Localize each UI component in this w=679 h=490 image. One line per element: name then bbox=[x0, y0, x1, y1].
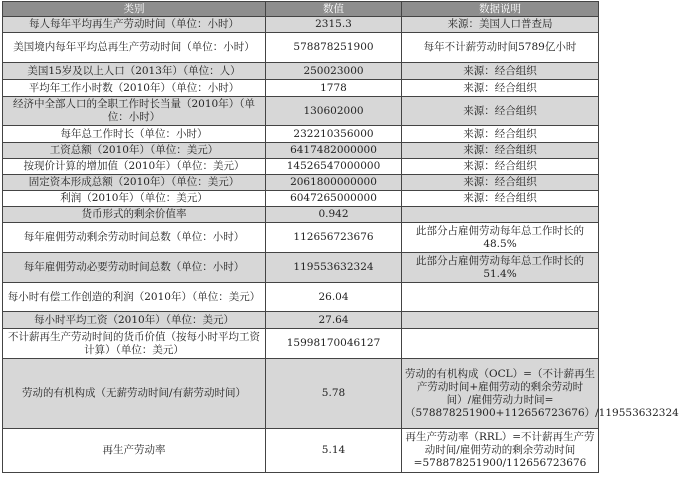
cell-value: 232210356000 bbox=[266, 126, 402, 143]
table-row bbox=[3, 159, 599, 175]
cell-note: 来源：经合组织 bbox=[402, 97, 599, 126]
cell-value: 14526547000000 bbox=[266, 159, 402, 175]
cell-category: 每小时有偿工作创造的利润（2010年）（单位：美元） bbox=[3, 283, 266, 312]
cell-category: 利润（2010年）（单位：美元） bbox=[3, 191, 266, 207]
cell-category: 货币形式的剩余价值率 bbox=[3, 207, 266, 223]
cell-note bbox=[402, 283, 599, 312]
table-row bbox=[3, 253, 599, 283]
cell-value: 0.942 bbox=[266, 207, 402, 223]
cell-value: 15998170046127 bbox=[266, 329, 402, 359]
cell-category: 劳动的有机构成（无薪劳动时间/有薪劳动时间） bbox=[3, 359, 266, 429]
cell-category: 经济中全部人口的全职工作时长当量（2010年）（单位：小时） bbox=[3, 97, 266, 126]
table-row bbox=[3, 312, 599, 329]
cell-note: 来源：经合组织 bbox=[402, 191, 599, 207]
cell-note: 此部分占雇佣劳动每年总工作时长的48.5% bbox=[402, 223, 599, 253]
cell-value: 1778 bbox=[266, 80, 402, 97]
cell-value: 250023000 bbox=[266, 63, 402, 80]
table-row bbox=[3, 329, 599, 359]
cell-category: 固定资本形成总额（2010年）（单位：美元） bbox=[3, 175, 266, 191]
cell-note: 来源：美国人口普查局 bbox=[402, 17, 599, 33]
cell-value: 26.04 bbox=[266, 283, 402, 312]
table-row bbox=[3, 207, 599, 223]
cell-category: 美国境内每年平均总再生产劳动时间（单位：小时） bbox=[3, 33, 266, 63]
table-row bbox=[3, 33, 599, 63]
header-category: 类别 bbox=[3, 2, 266, 17]
cell-value: 2061800000000 bbox=[266, 175, 402, 191]
table-row bbox=[3, 63, 599, 80]
header-value: 数值 bbox=[266, 2, 402, 17]
table-row bbox=[3, 283, 599, 312]
cell-category: 平均年工作小时数（2010年）（单位：小时） bbox=[3, 80, 266, 97]
table-row bbox=[3, 175, 599, 191]
cell-note: 来源：经合组织 bbox=[402, 175, 599, 191]
cell-note: 再生产劳动率（RRL）=不计薪再生产劳动时间/雇佣劳动的剩余劳动时间=578878251900/112656723676 bbox=[402, 429, 599, 473]
cell-value: 119553632324 bbox=[266, 253, 402, 283]
cell-value: 27.64 bbox=[266, 312, 402, 329]
header-note: 数据说明 bbox=[402, 2, 599, 17]
cell-value: 6417482000000 bbox=[266, 143, 402, 159]
table-row bbox=[3, 143, 599, 159]
cell-note: 每年不计薪劳动时间5789亿小时 bbox=[402, 33, 599, 63]
cell-value: 112656723676 bbox=[266, 223, 402, 253]
cell-note: 劳动的有机构成（OCL）=（不计薪再生产劳动时间+雇佣劳动的剩余劳动时间）/雇佣劳动力时间=（578878251900+112656723676）/119553632324 bbox=[402, 359, 599, 429]
cell-category: 按现价计算的增加值（2010年）（单位：美元） bbox=[3, 159, 266, 175]
table-row bbox=[3, 126, 599, 143]
cell-note: 来源：经合组织 bbox=[402, 63, 599, 80]
cell-note: 来源：经合组织 bbox=[402, 126, 599, 143]
cell-note: 来源：经合组织 bbox=[402, 80, 599, 97]
table-row bbox=[3, 191, 599, 207]
cell-note bbox=[402, 207, 599, 223]
table-row bbox=[3, 223, 599, 253]
cell-note: 来源：经合组织 bbox=[402, 143, 599, 159]
cell-category: 每年雇佣劳动必要劳动时间总数（单位：小时） bbox=[3, 253, 266, 283]
table-row bbox=[3, 429, 599, 473]
cell-category: 美国15岁及以上人口（2013年）（单位：人） bbox=[3, 63, 266, 80]
table-row bbox=[3, 80, 599, 97]
cell-category: 每人每年平均再生产劳动时间（单位：小时） bbox=[3, 17, 266, 33]
cell-note: 来源：经合组织 bbox=[402, 159, 599, 175]
cell-category: 再生产劳动率 bbox=[3, 429, 266, 473]
header-row bbox=[3, 2, 599, 17]
cell-note bbox=[402, 312, 599, 329]
cell-value: 578878251900 bbox=[266, 33, 402, 63]
cell-category: 不计薪再生产劳动时间的货币价值（按每小时平均工资计算）（单位：美元） bbox=[3, 329, 266, 359]
cell-value: 6047265000000 bbox=[266, 191, 402, 207]
cell-value: 2315.3 bbox=[266, 17, 402, 33]
cell-category: 工资总额（2010年）（单位：美元） bbox=[3, 143, 266, 159]
cell-note bbox=[402, 329, 599, 359]
cell-category: 每年雇佣劳动剩余劳动时间总数（单位：小时） bbox=[3, 223, 266, 253]
cell-category: 每小时平均工资（2010年）（单位：美元） bbox=[3, 312, 266, 329]
table-row bbox=[3, 17, 599, 33]
cell-value: 130602000 bbox=[266, 97, 402, 126]
data-table bbox=[2, 1, 679, 473]
table-row bbox=[3, 359, 599, 429]
cell-value: 5.14 bbox=[266, 429, 402, 473]
cell-value: 5.78 bbox=[266, 359, 402, 429]
cell-category: 每年总工作时长（单位：小时） bbox=[3, 126, 266, 143]
cell-note: 此部分占雇佣劳动每年总工作时长的51.4% bbox=[402, 253, 599, 283]
table-row bbox=[3, 97, 599, 126]
